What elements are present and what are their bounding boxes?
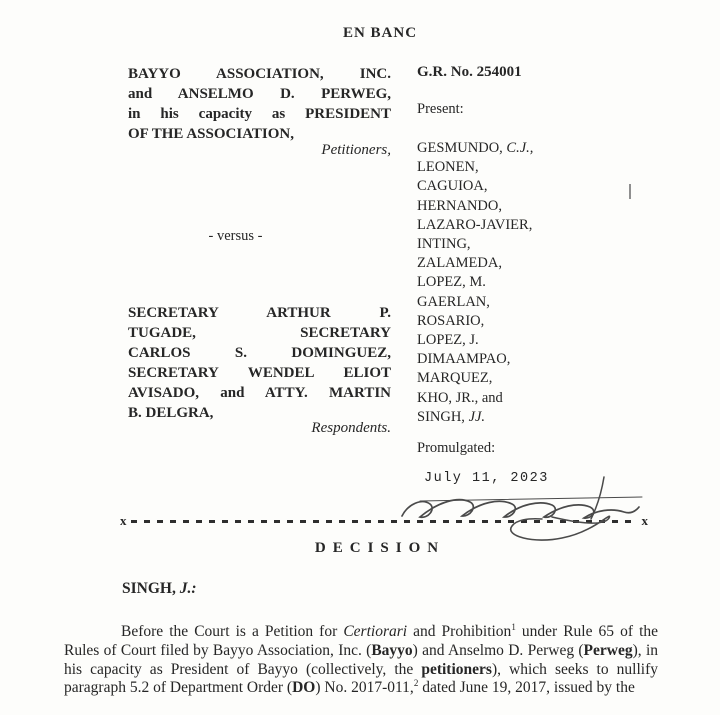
- gr-number: G.R. No. 254001: [417, 64, 522, 80]
- opening-paragraph: Before the Court is a Petition for Certiorari and Prohibition$^1$ under Rule 65 of the Rules of Court filed by Bayyo Association, Inc. (Bayyo) and Anselmo D. Perweg (Perweg), in his capacity as President of Bayyo (collectively, the petitioners), which seeks to nullify paragraph 5.2 of Department Order (DO) No. 2017-011,$^2$ dated June 19, 2017, issued by the: [64, 621, 659, 697]
- respondents-designation: Respondents.: [311, 420, 391, 436]
- justice-entry: GESMUNDO, C.J.,: [417, 140, 534, 156]
- ponente-line: [122, 580, 197, 598]
- scan-artifact: [629, 184, 631, 199]
- justice-entry: MARQUEZ,: [417, 370, 493, 387]
- justice-entry: DIMAAMPAO,: [417, 351, 511, 368]
- signature-scribble: [392, 474, 648, 548]
- justice-entry: KHO, JR., and: [417, 389, 503, 406]
- party-line: in his capacity as PRESIDENT: [128, 106, 391, 122]
- versus-label: - versus -: [208, 228, 263, 244]
- party-line: and ANSELMO D. PERWEG,: [128, 86, 391, 102]
- divider-right-cap: x: [641, 513, 648, 528]
- party-line: TUGADE, SECRETARY: [128, 325, 391, 341]
- respondent-name-block: [128, 303, 391, 423]
- justice-entry: SINGH, JJ.: [417, 408, 486, 425]
- justice-entry: LOPEZ, J.: [417, 332, 479, 349]
- present-label: Present:: [417, 101, 464, 117]
- petitioner-name-block: [128, 64, 391, 144]
- justice-entry: ZALAMEDA,: [417, 255, 502, 272]
- petitioners-designation: Petitioners,: [321, 142, 391, 158]
- justice-entry: GAERLAN,: [417, 293, 490, 310]
- divider-left-cap: x: [120, 513, 127, 528]
- promulgated-label: Promulgated:: [417, 440, 496, 456]
- party-line: SECRETARY WENDEL ELIOT: [128, 365, 391, 381]
- justice-entry: LOPEZ, M.: [417, 274, 486, 291]
- party-line: CARLOS S. DOMINGUEZ,: [128, 345, 391, 361]
- justice-entry: ROSARIO,: [417, 312, 485, 329]
- party-line: B. DELGRA,: [128, 405, 214, 421]
- justice-entry: CAGUIOA,: [417, 178, 488, 195]
- ponente-name: SINGH,: [122, 580, 176, 597]
- justice-entry: LEONEN,: [417, 159, 479, 176]
- decision-heading: DECISION: [314, 540, 446, 556]
- court-banner: EN BANC: [342, 25, 418, 41]
- justices-list: [417, 139, 533, 427]
- ponente-title: J.:: [179, 580, 197, 597]
- justice-entry: LAZARO-JAVIER,: [417, 216, 533, 233]
- party-line: BAYYO ASSOCIATION, INC.: [128, 66, 391, 82]
- party-line: SECRETARY ARTHUR P.: [128, 305, 391, 321]
- justice-entry: INTING,: [417, 236, 471, 253]
- justice-entry: HERNANDO,: [417, 197, 502, 214]
- promulgated-date: July 11, 2023: [424, 471, 549, 486]
- party-line: AVISADO, and ATTY. MARTIN: [128, 385, 391, 401]
- party-line: OF THE ASSOCIATION,: [128, 126, 295, 142]
